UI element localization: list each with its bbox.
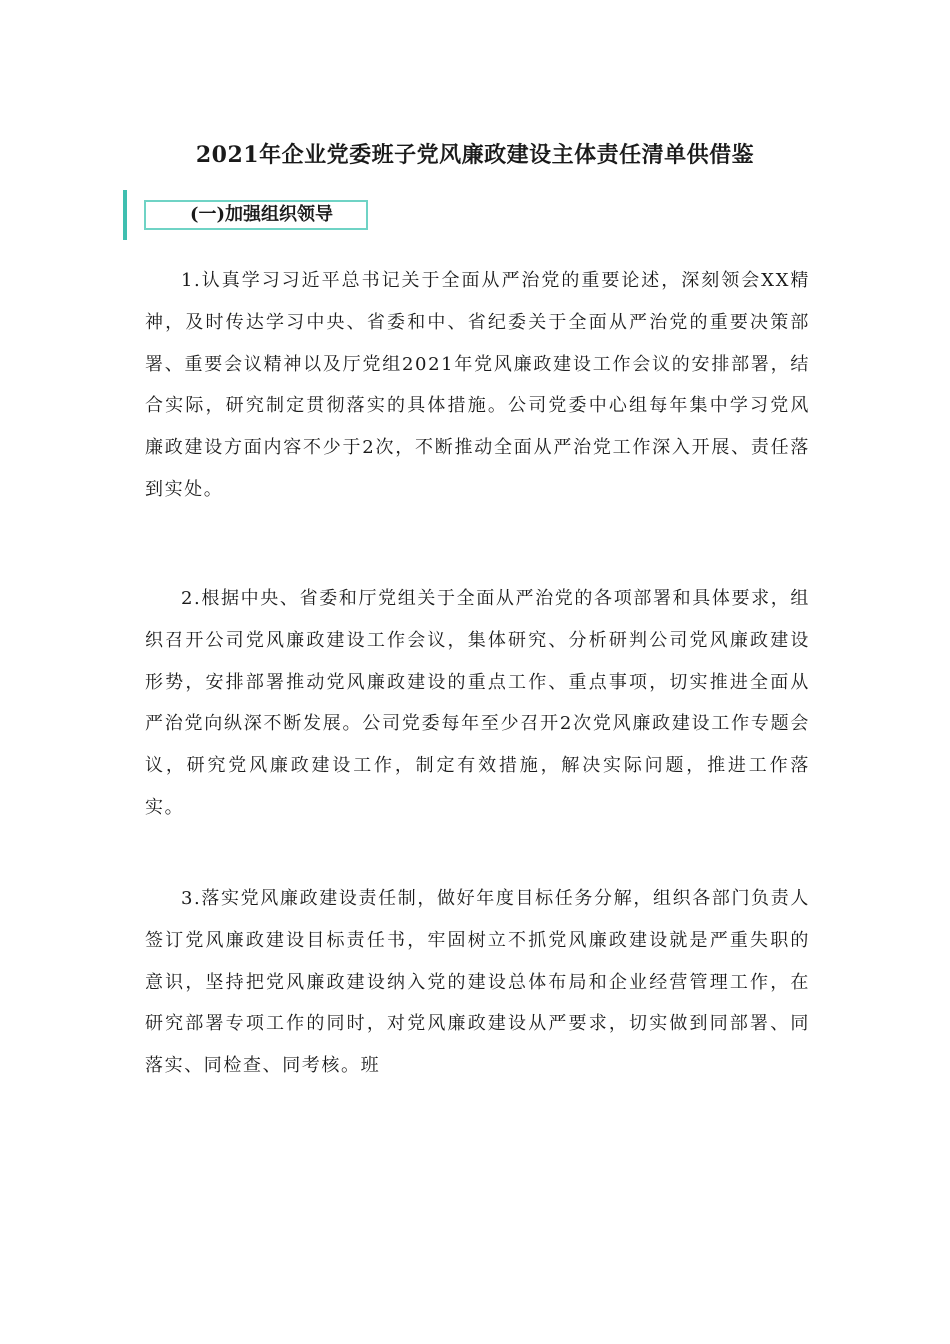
- paragraph-1: 1.认真学习习近平总书记关于全面从严治党的重要论述，深刻领会XX精神，及时传达学习中央、省委和中、省纪委关于全面从严治党的重要决策部署、重要会议精神以及厅党组2021年党风廉政建设工作会议的安排部署，结合实际，研究制定贯彻落实的具体措施。公司党委中心组每年集中学习党风廉政建设方面内容不少于2次，不断推动全面从严治党工作深入开展、责任落到实处。: [145, 270, 810, 500]
- document-title: 2021年企业党委班子党风廉政建设主体责任清单供借鉴: [195, 142, 755, 168]
- section-accent-bar: [123, 190, 127, 240]
- section-heading: (一)加强组织领导: [190, 204, 334, 225]
- paragraph-3: 3.落实党风廉政建设责任制，做好年度目标任务分解，组织各部门负责人签订党风廉政建设目标责任书，牢固树立不抓党风廉政建设就是严重失职的意识，坚持把党风廉政建设纳入党的建设总体布局和企业经营管理工作，在研究部署专项工作的同时，对党风廉政建设从严要求，切实做到同部署、同落实、同检查、同考核。班: [145, 888, 810, 1077]
- paragraph-2: 2.根据中央、省委和厅党组关于全面从严治党的各项部署和具体要求，组织召开公司党风廉政建设工作会议，集体研究、分析研判公司党风廉政建设形势，安排部署推动党风廉政建设的重点工作、重点事项，切实推进全面从严治党向纵深不断发展。公司党委每年至少召开2次党风廉政建设工作专题会议，研究党风廉政建设工作，制定有效措施，解决实际问题，推进工作落实。: [145, 588, 810, 818]
